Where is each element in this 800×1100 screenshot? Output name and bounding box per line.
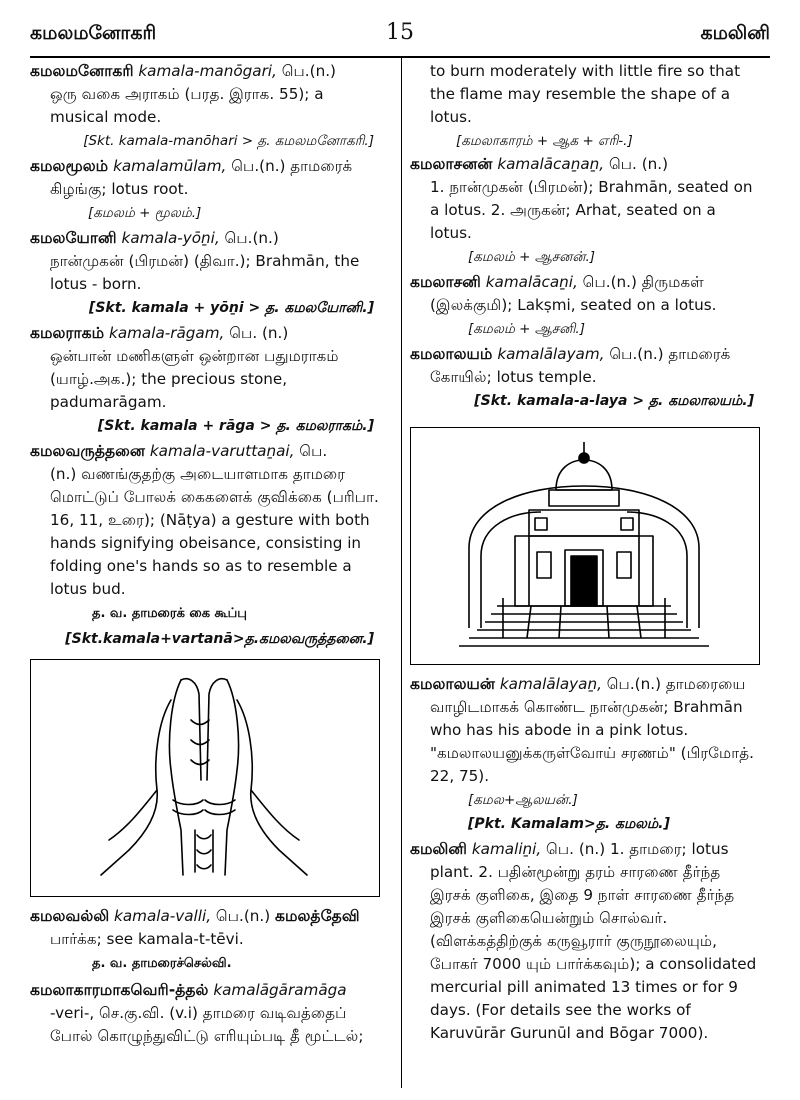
tamil-equivalent-note: த. வ. தாமரைச்செல்வி. (92, 956, 232, 971)
dictionary-entry (30, 905, 380, 977)
etymology-secondary: [Pkt. Kamalam>த. கமலம்.] (468, 816, 670, 832)
definition: plant. 2. பதின்மூன்று தரம் சாரணை தீர்ந்த இரசக் குளிகை, இதை 9 நாள் சாரணை தீர்ந்த இரசக் குளிகையென்றும் சொல்வர். (விளக்கத்திற்குக் கருவூரார் குருநூலையும், போகர் 7000 யும் பார்க்கவும்); a consolidated mercurial pill animated 13 times or for 9 days. (For details see the works of Karuvūrār Gurunūl and Bōgar 7000). (430, 863, 757, 1042)
part-of-speech: பெ.(n.) திருமகள் (582, 273, 704, 291)
transliteration: kamaliṉi, (471, 840, 542, 858)
part-of-speech: பெ.(n.) (224, 229, 279, 247)
part-of-speech: பெ. (n.) (608, 155, 669, 173)
part-of-speech: பெ.(n.) தாமரையை (606, 675, 746, 693)
hands-namaste-icon (31, 660, 377, 896)
right-column (410, 60, 760, 1047)
cross-reference: கமலத்தேவி (274, 907, 360, 925)
definition: ஒரு வகை அராகம் (பரத. இராக. 55); a musical mode. (50, 85, 324, 126)
transliteration: kamalālayaṉ, (499, 675, 602, 693)
etymology: [Skt. kamala-manōhari > த. கமலமனோகரி.] (83, 133, 374, 149)
transliteration: kamala-valli, (114, 907, 212, 925)
etymology: [கமலம் + ஆசனி.] (468, 321, 585, 337)
etymology: [கமலம் + ஆசனன்.] (468, 249, 596, 265)
headword: கமலாசனன் (410, 155, 493, 173)
page-header (30, 18, 770, 52)
dictionary-entry (30, 155, 380, 225)
part-of-speech: பெ.(n.) (215, 907, 271, 925)
transliteration: kamala-manōgari, (138, 62, 277, 80)
dictionary-entry (410, 673, 760, 836)
etymology: [Skt. kamala-a-laya > த. கமலாலயம்.] (474, 393, 754, 409)
dictionary-entry (30, 440, 380, 651)
continued-definition: to burn moderately with little fire so that the flame may resemble the shape of a lotus. (430, 62, 741, 126)
transliteration: kamalācaṉaṉ, (497, 155, 605, 173)
part-of-speech: பெ.(n.) தாமரைக் (231, 157, 353, 175)
definition: (n.) வணங்குதற்கு அடையாளமாக தாமரை மொட்டுப் போலக் கைகளைக் குவிக்கை (பரிபா. 16, 11, உரை); (Nāṭya) a gesture with both hands signifying obeisance, consisting in folding one's hands so as to resemble a lotus bud. (50, 465, 379, 598)
part-of-speech: பெ. (299, 442, 328, 460)
headword: கமலாசனி (410, 273, 481, 291)
page-number: 15 (386, 20, 414, 45)
dictionary-entry (30, 979, 380, 1048)
temple-icon (411, 428, 757, 664)
left-column (30, 60, 380, 1050)
transliteration: kamalālayam, (497, 345, 605, 363)
definition: கிழங்கு; lotus root. (50, 180, 189, 198)
part-of-speech: பெ.(n.) (281, 62, 336, 80)
figure-lotus-temple (410, 427, 760, 665)
headword: கமலராகம் (30, 324, 105, 342)
headword: கமலமனோகரி (30, 62, 134, 80)
definition: நான்முகன் (பிரமன்) (திவா.); Brahmān, the lotus - born. (50, 252, 360, 293)
transliteration: kamalācaṉi, (485, 273, 578, 291)
dictionary-entry (410, 153, 760, 269)
definition: பார்க்க; see kamala-t-tēvi. (50, 930, 244, 948)
header-guide-word-left: கமலமனோகரி (30, 22, 157, 44)
part-of-speech: பெ. (n.) 1. தாமரை; lotus (546, 840, 729, 858)
header-guide-word-right: கமலினி (700, 22, 770, 44)
dictionary-entry (410, 838, 760, 1045)
etymology: [கமலம் + மூலம்.] (88, 205, 202, 221)
definition: கோயில்; lotus temple. (430, 368, 597, 386)
column-divider (401, 58, 402, 1088)
definition: (இலக்குமி); Lakṣmi, seated on a lotus. (430, 296, 717, 314)
etymology: [Skt.kamala+vartanā>த.கமலவருத்தனை.] (65, 631, 374, 647)
headword: கமலினி (410, 840, 468, 858)
headword: கமலவருத்தனை (30, 442, 146, 460)
transliteration: kamala-varuttaṉai, (149, 442, 295, 460)
tamil-equivalent-note: த. வ. தாமரைக் கை கூப்பு (92, 606, 247, 621)
etymology: [கமல+ஆலயன்.] (468, 792, 578, 808)
etymology: [Skt. kamala + yōṉi > த. கமலயோனி.] (88, 300, 374, 316)
definition: 1. நான்முகன் (பிரமன்); Brahmān, seated on a lotus. 2. அருகன்; Arhat, seated on a lotus. (430, 178, 753, 242)
etymology: [கமலாகாரம் + ஆக + எரி-.] (456, 133, 633, 149)
part-of-speech: பெ.(n.) தாமரைக் (609, 345, 731, 363)
part-of-speech: பெ. (n.) (229, 324, 289, 342)
transliteration: kamala-yōṉi, (121, 229, 220, 247)
etymology: [Skt. kamala + rāga > த. கமலராகம்.] (97, 418, 374, 434)
dictionary-entry (30, 60, 380, 153)
header-rule (30, 56, 770, 58)
transliteration: kamalāgāramāga (213, 981, 347, 999)
headword: கமலாலயம் (410, 345, 493, 363)
headword: கமலாலயன் (410, 675, 496, 693)
dictionary-entry (30, 227, 380, 320)
definition: ஒன்பான் மணிகளுள் ஒன்றான பதுமராகம் (யாழ்.அக.); the precious stone, padumarāgam. (50, 347, 339, 411)
transliteration: kamalamūlam, (113, 157, 227, 175)
dictionary-entry (30, 322, 380, 438)
dictionary-entry (410, 343, 760, 413)
headword: கமலாகாரமாகவெரி-த்தல் (30, 981, 209, 999)
definition: -veri-, செ.கு.வி. (v.i) தாமரை வடிவத்தைப் போல் கொழுந்துவிட்டு எரியும்படி தீ மூட்டல்; (50, 1004, 364, 1045)
headword: கமலயோனி (30, 229, 117, 247)
definition: வாழிடமாகக் கொண்ட நான்முகன்; Brahmān who has his abode in a pink lotus. "கமலாலயனுக்கருள்வோய் சரணம்" (பிரமோத். 22, 75). (430, 698, 754, 785)
headword: கமலவல்லி (30, 907, 110, 925)
dictionary-entry (410, 271, 760, 341)
transliteration: kamala-rāgam, (109, 324, 225, 342)
headword: கமலமூலம் (30, 157, 109, 175)
figure-folded-hands (30, 659, 380, 897)
